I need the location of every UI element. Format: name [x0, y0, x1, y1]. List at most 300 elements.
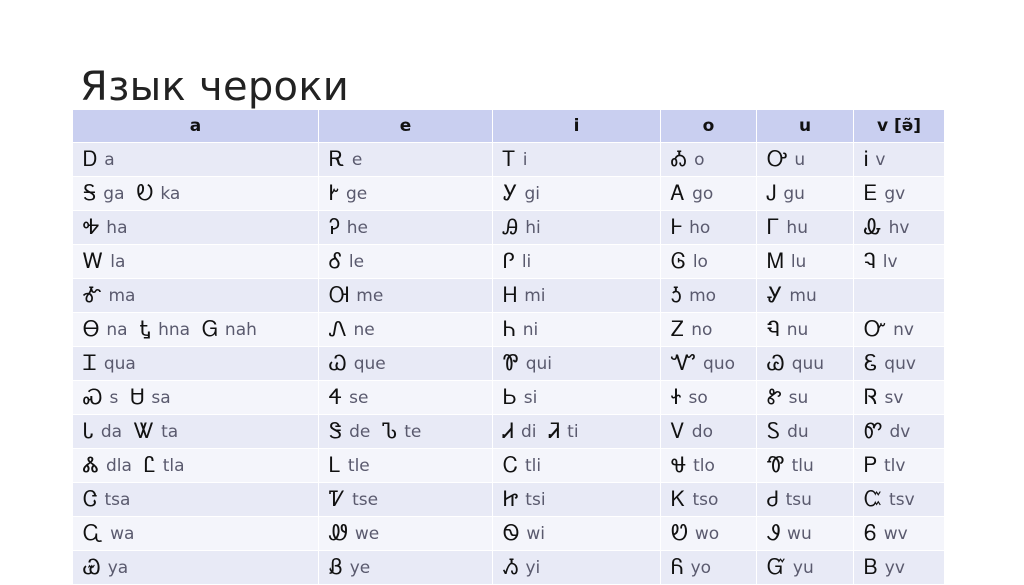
cell-e: [319, 483, 493, 517]
romanization: wi: [526, 523, 545, 544]
syllable-pair: [503, 317, 538, 342]
syllable-pair: [767, 453, 814, 478]
cell-v: [854, 313, 945, 347]
romanization: qua: [103, 353, 136, 374]
column-header-i: i: [493, 110, 661, 143]
romanization: da: [100, 421, 123, 442]
cherokee-glyph: Ꮃ: [83, 249, 104, 273]
table-row: [73, 449, 945, 483]
romanization: qui: [525, 353, 553, 374]
romanization: ta: [161, 421, 179, 442]
syllable-pair: [83, 385, 118, 410]
syllable-pair: [503, 487, 546, 512]
romanization: tsu: [785, 489, 812, 510]
column-header-v: v [ə̃]: [854, 110, 945, 143]
cell-v: [854, 177, 945, 211]
romanization: su: [788, 387, 809, 408]
cell-a: [73, 415, 319, 449]
cherokee-glyph: Ꮝ: [83, 385, 103, 409]
cherokee-glyph: Ꮾ: [864, 521, 877, 545]
romanization: lu: [790, 251, 807, 272]
cherokee-glyph: Ꮿ: [83, 555, 101, 579]
syllable-pair: [83, 487, 130, 512]
cell-o: [661, 177, 757, 211]
syllable-pair: [140, 317, 190, 342]
syllable-pair: [767, 521, 812, 546]
romanization: do: [691, 421, 713, 442]
syllable-pair: [382, 419, 421, 444]
table-row: [73, 245, 945, 279]
syllable-pair: [329, 249, 364, 274]
romanization: tle: [347, 455, 370, 476]
syllable-pair: [329, 317, 375, 342]
cherokee-glyph: Ꮽ: [767, 521, 781, 545]
syllable-pair: [767, 283, 817, 308]
romanization: ge: [345, 183, 368, 204]
romanization: yi: [525, 557, 541, 578]
syllable-pair: [767, 385, 808, 410]
syllable-pair: [767, 419, 809, 444]
cherokee-glyph: Ꮱ: [767, 453, 785, 477]
cherokee-glyph: Ꮇ: [767, 249, 784, 273]
syllable-pair: [671, 419, 713, 444]
cell-a: [73, 177, 319, 211]
romanization: he: [346, 217, 368, 238]
cell-a: [73, 143, 319, 177]
cell-i: [493, 483, 661, 517]
cherokee-glyph: Ꮆ: [671, 249, 686, 273]
cherokee-glyph: Ꮞ: [329, 385, 343, 409]
cherokee-glyph: Ꮮ: [329, 453, 341, 477]
cherokee-glyph: Ꮬ: [83, 453, 99, 477]
cherokee-glyph: Ꮖ: [83, 351, 97, 375]
cherokee-glyph: Ꮵ: [503, 487, 519, 511]
syllable-pair: [864, 555, 905, 580]
romanization: yo: [690, 557, 712, 578]
syllable-pair: [503, 283, 545, 308]
romanization: nv: [893, 319, 914, 340]
romanization: i: [522, 149, 528, 170]
romanization: na: [106, 319, 128, 340]
cell-a: [73, 313, 319, 347]
cell-i: [493, 279, 661, 313]
syllable-pair: [671, 181, 713, 206]
cell-o: [661, 279, 757, 313]
cell-i: [493, 449, 661, 483]
syllable-pair: [83, 419, 122, 444]
cell-i: [493, 211, 661, 245]
cherokee-glyph: Ꮕ: [864, 317, 887, 341]
cell-o: [661, 551, 757, 585]
romanization: a: [104, 149, 115, 170]
romanization: hv: [888, 217, 910, 238]
cherokee-glyph: Ꮩ: [671, 419, 685, 443]
cherokee-glyph: Ꮭ: [143, 453, 156, 477]
cherokee-glyph: Ꮻ: [503, 521, 520, 545]
cherokee-glyph: Ꮔ: [767, 317, 780, 341]
syllabary-table: [72, 109, 945, 585]
romanization: ya: [107, 557, 129, 578]
cell-i: [493, 347, 661, 381]
cherokee-glyph: Ꮒ: [503, 317, 516, 341]
syllable-pair: [548, 419, 578, 444]
syllable-pair: [329, 419, 370, 444]
romanization: wv: [883, 523, 908, 544]
cherokee-glyph: Ꮳ: [83, 487, 98, 511]
romanization: ho: [689, 217, 711, 238]
romanization: hu: [786, 217, 808, 238]
romanization: tsi: [525, 489, 546, 510]
cherokee-glyph: Ꮺ: [329, 521, 348, 545]
table-row: [73, 143, 945, 177]
romanization: no: [691, 319, 713, 340]
romanization: gv: [884, 183, 906, 204]
romanization: go: [692, 183, 714, 204]
cell-e: [319, 551, 493, 585]
romanization: ga: [103, 183, 125, 204]
cell-u: [757, 381, 854, 415]
romanization: wo: [694, 523, 720, 544]
cell-v: [854, 381, 945, 415]
romanization: ha: [106, 217, 128, 238]
romanization: yu: [792, 557, 814, 578]
cell-o: [661, 347, 757, 381]
cherokee-glyph: Ꮄ: [329, 249, 342, 273]
cell-a: [73, 211, 319, 245]
syllable-pair: [864, 249, 898, 274]
romanization: s: [109, 387, 119, 408]
romanization: tli: [524, 455, 542, 476]
cherokee-glyph: Ꮴ: [329, 487, 346, 511]
romanization: mi: [524, 285, 546, 306]
syllable-pair: [83, 453, 132, 478]
syllable-pair: [503, 521, 545, 546]
syllable-pair: [503, 555, 540, 580]
syllable-pair: [83, 283, 135, 308]
syllable-pair: [83, 351, 136, 376]
romanization: dv: [889, 421, 911, 442]
romanization: we: [354, 523, 380, 544]
cherokee-glyph: Ꮙ: [671, 351, 697, 375]
cell-v: [854, 415, 945, 449]
cell-u: [757, 177, 854, 211]
syllable-pair: [83, 555, 128, 580]
cherokee-glyph: Ꮧ: [503, 419, 514, 443]
syllable-pair: [671, 521, 719, 546]
cherokee-glyph: Ꮤ: [134, 419, 155, 443]
romanization: gi: [524, 183, 540, 204]
cherokee-glyph: Ꮗ: [329, 351, 347, 375]
cherokee-glyph: Ꮛ: [864, 351, 878, 375]
cherokee-glyph: Ꮏ: [139, 317, 152, 341]
syllable-pair: [83, 521, 134, 546]
cell-v: [854, 517, 945, 551]
romanization: mu: [789, 285, 817, 306]
cherokee-glyph: Ꭱ: [329, 147, 345, 171]
cherokee-glyph: Ꮶ: [671, 487, 686, 511]
cell-u: [757, 449, 854, 483]
cherokee-glyph: Ꮲ: [864, 453, 877, 477]
table-row: [73, 415, 945, 449]
cell-u: [757, 279, 854, 313]
syllable-pair: [671, 317, 712, 342]
cherokee-glyph: Ꭸ: [329, 181, 339, 205]
syllable-pair: [202, 317, 257, 342]
romanization: ma: [108, 285, 136, 306]
table-row: [73, 313, 945, 347]
cherokee-glyph: Ꮨ: [548, 419, 561, 443]
syllable-pair: [767, 181, 805, 206]
cell-e: [319, 517, 493, 551]
cherokee-glyph: Ꭿ: [503, 215, 519, 239]
romanization: ye: [349, 557, 371, 578]
cherokee-glyph: Ꮥ: [329, 419, 343, 443]
syllable-pair: [83, 249, 125, 274]
cherokee-glyph: Ꭶ: [83, 181, 97, 205]
column-header-a: a: [73, 110, 319, 143]
romanization: wa: [110, 523, 135, 544]
table-row: [73, 483, 945, 517]
cherokee-glyph: Ᏺ: [671, 555, 684, 579]
syllable-pair: [83, 181, 125, 206]
romanization: tlv: [883, 455, 906, 476]
cell-e: [319, 245, 493, 279]
romanization: gu: [783, 183, 805, 204]
romanization: du: [787, 421, 809, 442]
cell-o: [661, 415, 757, 449]
cherokee-glyph: Ꮚ: [767, 351, 785, 375]
cell-a: [73, 381, 319, 415]
cell-v: [854, 143, 945, 177]
romanization: tse: [352, 489, 379, 510]
cherokee-glyph: Ꭵ: [864, 147, 869, 171]
cherokee-glyph: Ꭾ: [329, 215, 340, 239]
cherokee-glyph: Ꮹ: [83, 521, 104, 545]
cell-i: [493, 245, 661, 279]
syllable-pair: [329, 453, 370, 478]
syllable-pair: [671, 147, 705, 172]
syllable-pair: [144, 453, 185, 478]
cherokee-glyph: Ꮫ: [864, 419, 883, 443]
table-row: [73, 551, 945, 585]
romanization: ka: [160, 183, 181, 204]
cell-i: [493, 517, 661, 551]
romanization: e: [351, 149, 363, 170]
cherokee-glyph: Ᏼ: [864, 555, 878, 579]
cherokee-glyph: Ꮡ: [767, 385, 782, 409]
cell-v: [854, 245, 945, 279]
syllable-pair: [83, 215, 128, 240]
cherokee-glyph: Ꭰ: [83, 147, 98, 171]
syllable-pair: [503, 385, 537, 410]
cell-i: [493, 143, 661, 177]
cherokee-glyph: Ꭳ: [671, 147, 688, 171]
cell-o: [661, 313, 757, 347]
cherokee-glyph: Ꮍ: [767, 283, 783, 307]
syllable-pair: [83, 147, 115, 172]
cell-o: [661, 483, 757, 517]
cell-o: [661, 517, 757, 551]
romanization: yv: [884, 557, 905, 578]
cell-o: [661, 381, 757, 415]
cherokee-glyph: Ꮜ: [130, 385, 145, 409]
cherokee-glyph: Ꮉ: [83, 283, 102, 307]
column-header-e: e: [319, 110, 493, 143]
romanization: le: [348, 251, 365, 272]
column-header-u: u: [757, 110, 854, 143]
table-row: [73, 347, 945, 381]
cell-v: [854, 211, 945, 245]
syllable-pair: [329, 181, 367, 206]
cherokee-glyph: Ꭲ: [503, 147, 516, 171]
romanization: tso: [692, 489, 719, 510]
cell-o: [661, 143, 757, 177]
romanization: me: [356, 285, 384, 306]
cell-a: [73, 517, 319, 551]
cherokee-glyph: Ꭻ: [767, 181, 777, 205]
cell-i: [493, 313, 661, 347]
cherokee-glyph: Ꮟ: [503, 385, 517, 409]
romanization: ti: [567, 421, 579, 442]
cell-e: [319, 279, 493, 313]
romanization: te: [404, 421, 422, 442]
syllable-pair: [329, 555, 370, 580]
cell-i: [493, 177, 661, 211]
cherokee-glyph: Ᏸ: [329, 555, 343, 579]
cherokee-glyph: Ꮐ: [202, 317, 218, 341]
romanization: si: [523, 387, 538, 408]
romanization: dla: [105, 455, 132, 476]
cell-o: [661, 211, 757, 245]
cherokee-glyph: Ꮪ: [767, 419, 781, 443]
syllable-pair: [671, 453, 715, 478]
cherokee-glyph: Ꮅ: [503, 249, 515, 273]
syllable-pair: [671, 215, 710, 240]
cell-u: [757, 143, 854, 177]
syllable-pair: [329, 385, 368, 410]
cherokee-glyph: Ꮋ: [503, 283, 518, 307]
cell-v: [854, 551, 945, 585]
romanization: tla: [162, 455, 185, 476]
cherokee-glyph: Ꮦ: [382, 419, 398, 443]
romanization: o: [694, 149, 705, 170]
romanization: ne: [353, 319, 375, 340]
cherokee-glyph: Ꮷ: [767, 487, 779, 511]
cell-e: [319, 449, 493, 483]
cell-i: [493, 381, 661, 415]
slide-title: Язык чероки: [80, 64, 350, 110]
cherokee-glyph: Ꭷ: [136, 181, 154, 205]
romanization: di: [520, 421, 537, 442]
syllable-pair: [503, 351, 552, 376]
syllable-pair: [329, 215, 368, 240]
column-header-o: o: [661, 110, 757, 143]
romanization: ni: [522, 319, 539, 340]
romanization: sa: [151, 387, 171, 408]
cherokee-glyph: Ꮌ: [671, 283, 683, 307]
romanization: v: [875, 149, 886, 170]
cell-v: [854, 347, 945, 381]
cell-o: [661, 245, 757, 279]
syllable-pair: [329, 147, 362, 172]
cherokee-glyph: Ᏻ: [767, 555, 786, 579]
syllable-pair: [767, 215, 808, 240]
syllable-pair: [329, 487, 378, 512]
syllable-pair: [134, 419, 178, 444]
cherokee-glyph: Ꮊ: [329, 283, 350, 307]
cherokee-glyph: Ꭹ: [503, 181, 518, 205]
syllable-pair: [503, 147, 527, 172]
syllable-pair: [137, 181, 181, 206]
syllable-pair: [767, 249, 806, 274]
cherokee-glyph: Ᏹ: [503, 555, 519, 579]
cherokee-glyph: Ꮼ: [671, 521, 688, 545]
romanization: hna: [158, 319, 191, 340]
table-row: [73, 279, 945, 313]
syllable-pair: [671, 385, 708, 410]
cell-v: [854, 483, 945, 517]
syllable-pair: [767, 147, 805, 172]
cell-o: [661, 449, 757, 483]
syllable-pair: [767, 555, 814, 580]
romanization: lv: [882, 251, 898, 272]
table-row: [73, 381, 945, 415]
cell-e: [319, 415, 493, 449]
syllable-pair: [503, 419, 536, 444]
cherokee-glyph: Ꮑ: [329, 317, 347, 341]
cell-a: [73, 483, 319, 517]
cherokee-glyph: Ꮢ: [864, 385, 878, 409]
cell-v: [854, 449, 945, 483]
romanization: sv: [884, 387, 904, 408]
cherokee-glyph: Ꮘ: [503, 351, 519, 375]
syllable-pair: [864, 385, 903, 410]
cell-a: [73, 347, 319, 381]
romanization: de: [349, 421, 371, 442]
cell-v: [854, 279, 945, 313]
romanization: tlo: [693, 455, 715, 476]
romanization: que: [353, 353, 386, 374]
cell-i: [493, 551, 661, 585]
cell-a: [73, 279, 319, 313]
table-body: [73, 143, 945, 585]
romanization: la: [110, 251, 126, 272]
romanization: hi: [525, 217, 541, 238]
romanization: li: [521, 251, 532, 272]
syllable-pair: [864, 453, 905, 478]
romanization: quv: [884, 353, 916, 374]
cherokee-glyph: Ꮣ: [83, 419, 94, 443]
romanization: lo: [692, 251, 708, 272]
syllable-pair: [864, 181, 905, 206]
syllable-pair: [503, 215, 541, 240]
romanization: tsv: [889, 489, 915, 510]
cherokee-glyph: Ꭴ: [767, 147, 788, 171]
syllable-pair: [864, 317, 914, 342]
cherokee-glyph: Ꮯ: [503, 453, 518, 477]
cell-i: [493, 415, 661, 449]
cherokee-glyph: Ꭼ: [864, 181, 878, 205]
syllable-pair: [329, 351, 386, 376]
syllable-pair: [329, 521, 379, 546]
cherokee-glyph: Ꮂ: [864, 215, 882, 239]
syllable-pair: [671, 351, 735, 376]
romanization: tsa: [104, 489, 131, 510]
cell-u: [757, 313, 854, 347]
syllable-pair: [864, 351, 916, 376]
syllable-pair: [864, 147, 885, 172]
syllable-pair: [767, 317, 808, 342]
